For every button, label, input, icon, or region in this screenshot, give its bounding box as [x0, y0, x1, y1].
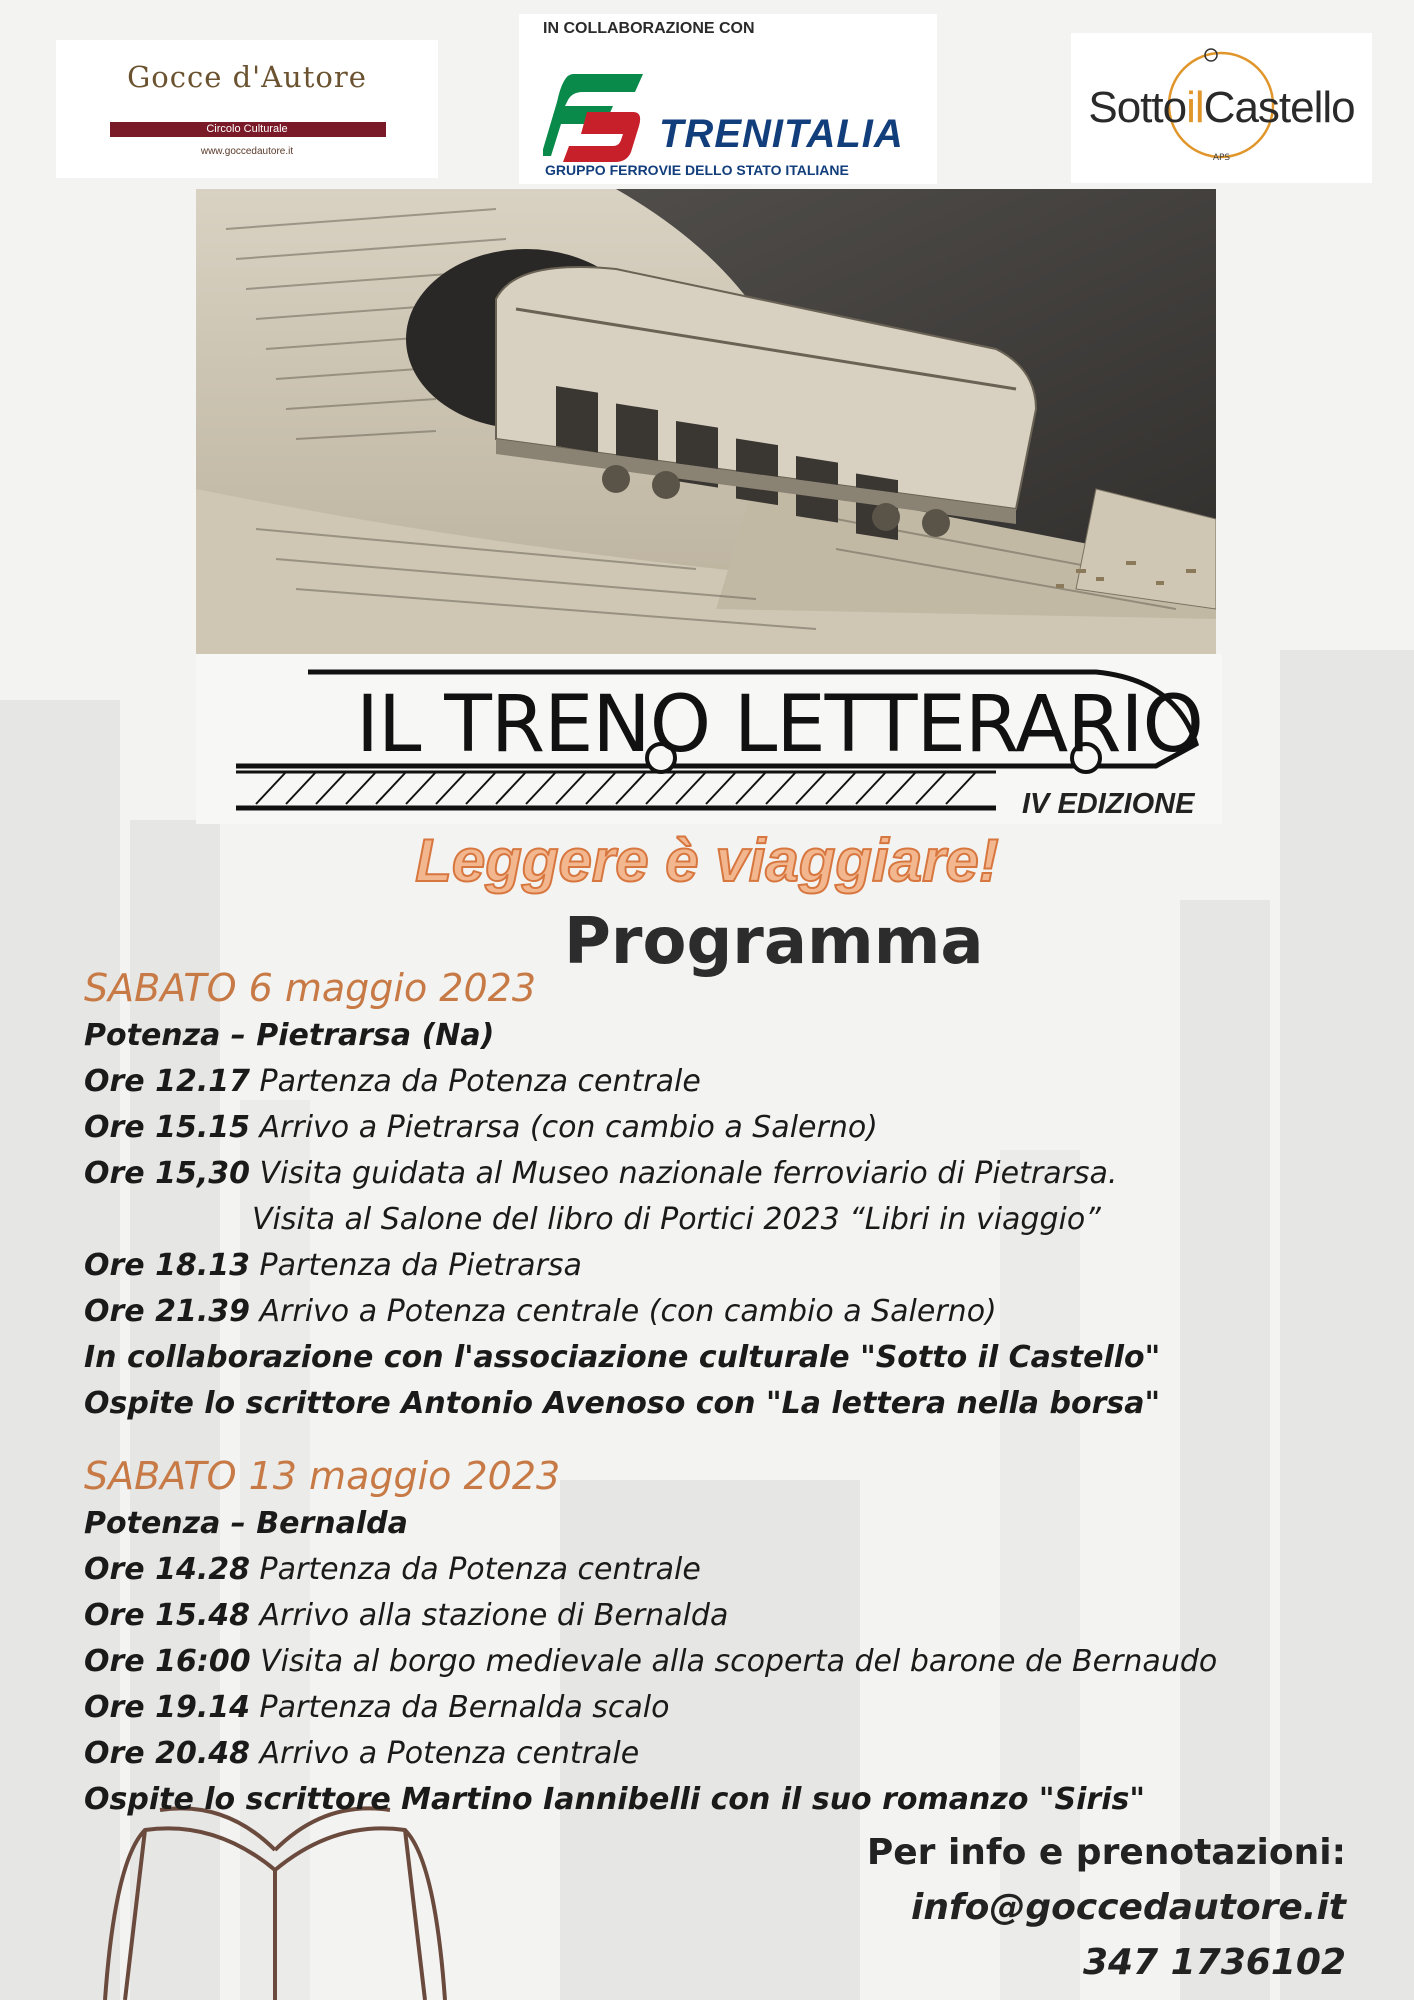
contact-block	[867, 1825, 1346, 1990]
event-title-graphic	[196, 654, 1222, 824]
schedule-item	[84, 1593, 1384, 1639]
day-date: SABATO 13 maggio 2023	[84, 1454, 561, 1498]
event-slogan: Leggere è viaggiare!	[415, 827, 999, 894]
day-note: In collaborazione con l'associazione culturale "Sotto il Castello"	[84, 1340, 1161, 1375]
schedule-day-2	[84, 1451, 1384, 1823]
paper-train-book-image	[196, 189, 1216, 654]
item-text: Arrivo a Potenza centrale	[259, 1736, 640, 1771]
schedule-item	[84, 1547, 1384, 1593]
gocce-logo-subtitle: Circolo Culturale	[206, 123, 288, 135]
schedule-item	[84, 1151, 1384, 1197]
item-text: Partenza da Potenza centrale	[259, 1064, 701, 1099]
event-edition: IV EDIZIONE	[1022, 788, 1195, 820]
hero-image	[196, 189, 1216, 654]
item-time: Ore 12.17	[84, 1064, 250, 1099]
contact-email[interactable]: info@goccedautore.it	[911, 1887, 1346, 1928]
contact-phone[interactable]: 347 1736102	[1082, 1942, 1346, 1983]
sotto-il-castello-logo	[1071, 33, 1372, 183]
item-time: Ore 14.28	[84, 1552, 250, 1587]
gocce-logo-website: www.goccedautore.it	[200, 146, 294, 157]
schedule-item-continuation	[84, 1197, 1384, 1243]
sotto-word: Sotto	[1088, 83, 1187, 132]
item-text: Arrivo a Pietrarsa (con cambio a Salerno)	[259, 1110, 878, 1145]
sotto-logo-name	[1071, 83, 1372, 133]
schedule-day-1	[84, 963, 1384, 1427]
collaboration-label: IN COLLABORAZIONE CON	[543, 20, 755, 37]
item-time: Ore 19.14	[84, 1690, 250, 1725]
item-time: Ore 16:00	[84, 1644, 251, 1679]
item-text: Visita guidata al Museo nazionale ferroviario di Pietrarsa.	[259, 1156, 1118, 1191]
trenitalia-logo	[519, 14, 937, 184]
contact-heading: Per info e prenotazioni:	[866, 1832, 1346, 1873]
item-time: Ore 15.15	[84, 1110, 250, 1145]
item-time: Ore 20.48	[84, 1736, 250, 1771]
item-text: Arrivo alla stazione di Bernalda	[259, 1598, 729, 1633]
item-text: Arrivo a Potenza centrale (con cambio a Salerno)	[259, 1294, 997, 1329]
gocce-autore-logo	[56, 40, 438, 178]
item-time: Ore 21.39	[84, 1294, 250, 1329]
day-route: Potenza – Pietrarsa (Na)	[84, 1018, 495, 1053]
day-route: Potenza – Bernalda	[84, 1506, 408, 1541]
schedule-item	[84, 1685, 1384, 1731]
item-text: Partenza da Bernalda scalo	[259, 1690, 670, 1725]
open-book-icon	[85, 1800, 465, 2000]
item-text: Visita al borgo medievale alla scoperta del barone de Bernaudo	[260, 1644, 1218, 1679]
fs-group-text: GRUPPO FERROVIE DELLO STATO ITALIANE	[545, 162, 849, 178]
item-text: Partenza da Potenza centrale	[259, 1552, 701, 1587]
schedule-item	[84, 1059, 1384, 1105]
item-time: Ore 15,30	[84, 1156, 250, 1191]
schedule-item	[84, 1731, 1384, 1777]
day-note: Ospite lo scrittore Martino Iannibelli con il suo romanzo "Siris"	[84, 1782, 1145, 1817]
fs-mark-icon	[543, 66, 647, 164]
item-text: Partenza da Pietrarsa	[259, 1248, 582, 1283]
schedule-item	[84, 1639, 1384, 1685]
schedule-item	[84, 1243, 1384, 1289]
day-note: Ospite lo scrittore Antonio Avenoso con "La lettera nella borsa"	[84, 1386, 1161, 1421]
schedule-item	[84, 1289, 1384, 1335]
il-word: il	[1186, 83, 1204, 132]
castello-word: Castello	[1203, 83, 1355, 132]
event-title: IL TRENO LETTERARIO	[356, 680, 1203, 770]
sotto-logo-aps: APS	[1212, 153, 1231, 163]
program-heading: Programma	[564, 905, 984, 979]
day-date: SABATO 6 maggio 2023	[84, 966, 537, 1010]
schedule-item	[84, 1105, 1384, 1151]
item-text: Visita al Salone del libro di Portici 2023 “Libri in viaggio”	[252, 1202, 1101, 1237]
item-time: Ore 15.48	[84, 1598, 250, 1633]
trenitalia-brand-text: TRENITALIA	[659, 112, 904, 156]
item-time: Ore 18.13	[84, 1248, 250, 1283]
gocce-logo-name: Gocce d'Autore	[127, 60, 367, 94]
